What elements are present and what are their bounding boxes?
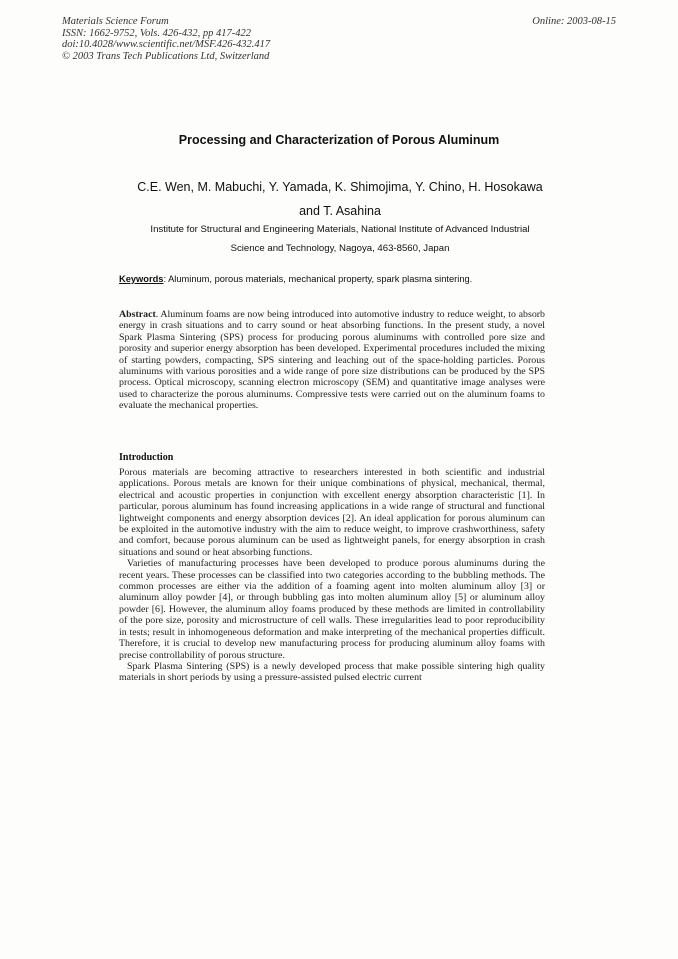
keywords: [119, 274, 559, 284]
paper-title: Processing and Characterization of Porous Aluminum: [178, 133, 500, 147]
online-date: Online: 2003-08-15: [532, 16, 616, 27]
authors-line-2: and T. Asahina: [299, 204, 381, 218]
journal-header: [62, 16, 616, 62]
authors-line-1: C.E. Wen, M. Mabuchi, Y. Yamada, K. Shimojima, Y. Chino, H. Hosokawa: [137, 180, 543, 194]
intro-paragraph-2: Varieties of manufacturing processes have been developed to produce porous aluminums during the recent years. These processes can be classified into two categories according to the bubbling methods. The common processes are either via the addition of a foaming agent into molten aluminum alloy [3] or aluminum alloy powder [4], or through bubbling gas into molten aluminum alloy [5] or aluminum alloy powder [6]. However, the aluminum alloy foams produced by these methods are limited in controllability of the pore size, porosity and microstructure of cell walls. These irregularities lead to poor reproducibility in tests; result in inhomogeneous deformation and make interpreting of the mechanical properties difficult. Therefore, it is crucial to develop new manufacturing process for producing aluminum alloy foams with precise controllability of porous structure.: [119, 558, 545, 661]
doi-line[interactable]: doi:10.4028/www.scientific.net/MSF.426-432.417: [62, 39, 271, 50]
abstract-label: Abstract: [119, 309, 156, 320]
author-list: [90, 175, 590, 223]
keywords-label: Keywords: [119, 274, 164, 284]
affiliation-line-1: Institute for Structural and Engineering Materials, National Institute of Advanced Industrial: [150, 224, 530, 235]
journal-name: Materials Science Forum: [62, 16, 169, 27]
intro-paragraph-3: Spark Plasma Sintering (SPS) is a newly developed process that make possible sintering high quality materials in short periods by using a pressure-assisted pulsed electric current: [119, 660, 545, 684]
introduction-body: [119, 467, 545, 684]
issn-line: ISSN: 1662-9752, Vols. 426-432, pp 417-422: [62, 27, 251, 39]
affiliation-line-2: Science and Technology, Nagoya, 463-8560, Japan: [230, 243, 450, 254]
copyright-line: © 2003 Trans Tech Publications Ltd, Switzerland: [62, 50, 270, 62]
intro-paragraph-1: Porous materials are becoming attractive to researchers interested in both scientific and industrial applications. Porous metals are known for their unique combinations of physical, mechanical, thermal, electrical and acoustic properties in conjunction with excellent energy absorption characteristic [1]. In particular, porous aluminum has found increasing applications in a wide range of structural and functional lightweight components and energy absorption devices [2]. An ideal application for porous aluminum can be exploited in the automotive industry with the aim to reduce weight, to improve crashworthiness, safety and comfort, because porous aluminum can be used as lightweight panels, for energy absorption in crash situations and sound or heat absorbing functions.: [119, 467, 545, 558]
introduction-heading: Introduction: [119, 452, 174, 463]
abstract-text: . Aluminum foams are now being introduced into automotive industry to reduce weight, to absorb energy in crash situations and to carry sound or heat absorbing functions. In the present study, a novel Spark Plasma Sintering (SPS) process for producing porous aluminums with controlled pore size and porosity and superior energy absorption has been developed. Experimental procedures included the mixing of starting powders, compacting, SPS sintering and leaching out of the space-holding particles. Porous aluminums with various porosities and a wide range of pore size distributions can be produced by the SPS process. Optical microscopy, scanning electron microscopy (SEM) and quantitative image analyses were used to characterize the porous aluminums. Compressive tests were carried out on the aluminum foams to evaluate the mechanical properties.: [119, 309, 545, 412]
affiliation: [110, 220, 570, 258]
keywords-text: : Aluminum, porous materials, mechanical property, spark plasma sintering.: [163, 274, 473, 284]
abstract: [119, 309, 545, 412]
